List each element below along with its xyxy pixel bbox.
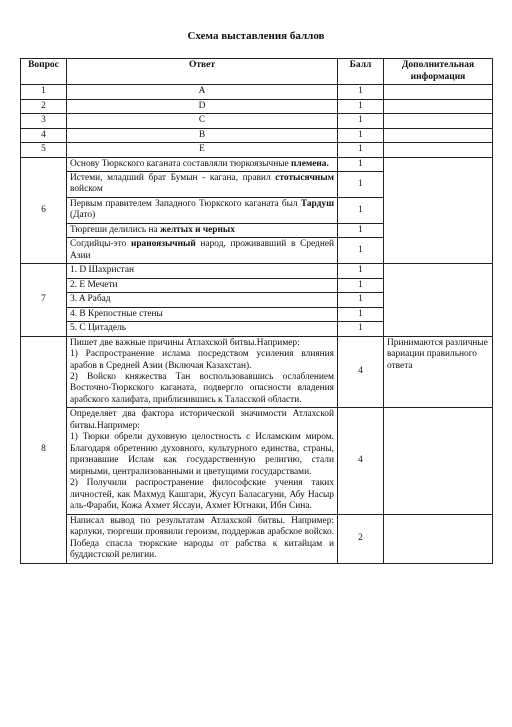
answer-line: 2) Войско княжества Тан воспользовавшись ослаблением Восточно-Тюркского каганата, подвергло опасности владения арабского халифата, приблизившись к Таласской области. [70,372,334,405]
score-cell: 1 [338,307,384,321]
scoring-table [20,58,493,564]
answer-line: Определяет два фактора исторической значимости Атлахской битвы.Например: [70,409,334,431]
table-row [21,157,493,171]
info-cell [384,128,493,142]
answer-cell: 4. B Крепостные стены [67,307,338,321]
answer-cell: D [67,99,338,113]
info-cell: Принимаются различные вариации правильного ответа [384,336,493,408]
answer-cell: A [67,85,338,99]
question-number: 6 [21,157,67,264]
question-number: 1 [21,85,67,99]
score-cell: 1 [338,99,384,113]
table-row [21,336,493,408]
answer-cell: Согдийцы-это ираноязычный народ, проживавший в Средней Азии [67,238,338,264]
answer-line: 2) Получили распространение философские учения таких личностей, как Махмуд Кашгари, Жусуп Баласагуни, Абу Насыр аль-Фараби, Кожа Ахмет Яссауи, Ахмет Югнаки, Ибн Сина. [70,478,334,512]
answer-line: Пишет две важные причины Атлахской битвы.Например: [70,337,300,348]
score-cell: 4 [338,408,384,514]
score-cell: 1 [338,278,384,292]
question-number: 5 [21,143,67,157]
answer-line: 1) Тюрки обрели духовную целостность с Исламским миром. Благодаря обретению духовного, культурного единства, страны, признавшие Ислам как государственную религию, стали мирными, централизованными и цветущими государствами. [70,432,334,477]
info-cell [384,408,493,514]
score-cell: 1 [338,171,384,197]
answer-cell: Истеми, младший брат Бумын - кагана, правил стотысячным войском [67,171,338,197]
header-info: Дополнительная информация [384,59,493,85]
info-cell [384,157,493,264]
answer-line: Написал вывод по результатам Атлахской битвы. Например: карлуки, тюргеши проявили героизм, поддержав арабское войско. Победа спасла тюркские народы от рабства к китайцам и буддистской религии. [70,515,334,561]
score-cell: 4 [338,336,384,408]
score-cell: 1 [338,238,384,264]
answer-cell: Основу Тюркского каганата составляли тюркоязычные племена. [67,157,338,171]
score-cell: 1 [338,157,384,171]
table-row [21,114,493,128]
info-cell [384,99,493,113]
info-cell [384,264,493,336]
answer-cell: Первым правителем Западного Тюркского каганата был Тардуш (Дато) [67,197,338,223]
header-score: Балл [338,59,384,85]
answer-cell [67,408,338,514]
question-number: 4 [21,128,67,142]
header-answer: Ответ [67,59,338,85]
info-cell [384,85,493,99]
answer-cell [67,336,338,408]
answer-cell: 1. D Шахристан [67,264,338,278]
table-row [21,264,493,278]
table-row [21,408,493,514]
header-question: Вопрос [21,59,67,85]
answer-cell: 3. A Рабад [67,293,338,307]
question-number: 2 [21,99,67,113]
answer-cell: 5. C Цитадель [67,322,338,336]
table-row [21,128,493,142]
answer-cell: Тюргеши делились на желтых и черных [67,223,338,237]
table-row [21,99,493,113]
answer-cell: E [67,143,338,157]
score-cell: 1 [338,197,384,223]
score-cell: 1 [338,143,384,157]
score-cell: 2 [338,514,384,563]
info-cell [384,514,493,563]
answer-line: 1) Распространение ислама посредством усиления влияния арабов в Средней Азии (Включая Казахстан). [70,349,334,371]
table-row [21,514,493,563]
score-cell: 1 [338,128,384,142]
page-title: Схема выставления баллов [187,30,325,42]
score-cell: 1 [338,85,384,99]
answer-cell: C [67,114,338,128]
table-row [21,143,493,157]
score-cell: 1 [338,114,384,128]
table-header-row [21,59,493,85]
answer-cell: B [67,128,338,142]
score-cell: 1 [338,223,384,237]
score-cell: 1 [338,264,384,278]
answer-cell [67,514,338,563]
score-cell: 1 [338,322,384,336]
question-number: 7 [21,264,67,336]
score-cell: 1 [338,293,384,307]
info-cell [384,143,493,157]
table-row [21,85,493,99]
question-number: 8 [21,336,67,563]
info-cell [384,114,493,128]
answer-cell: 2. E Мечети [67,278,338,292]
question-number: 3 [21,114,67,128]
